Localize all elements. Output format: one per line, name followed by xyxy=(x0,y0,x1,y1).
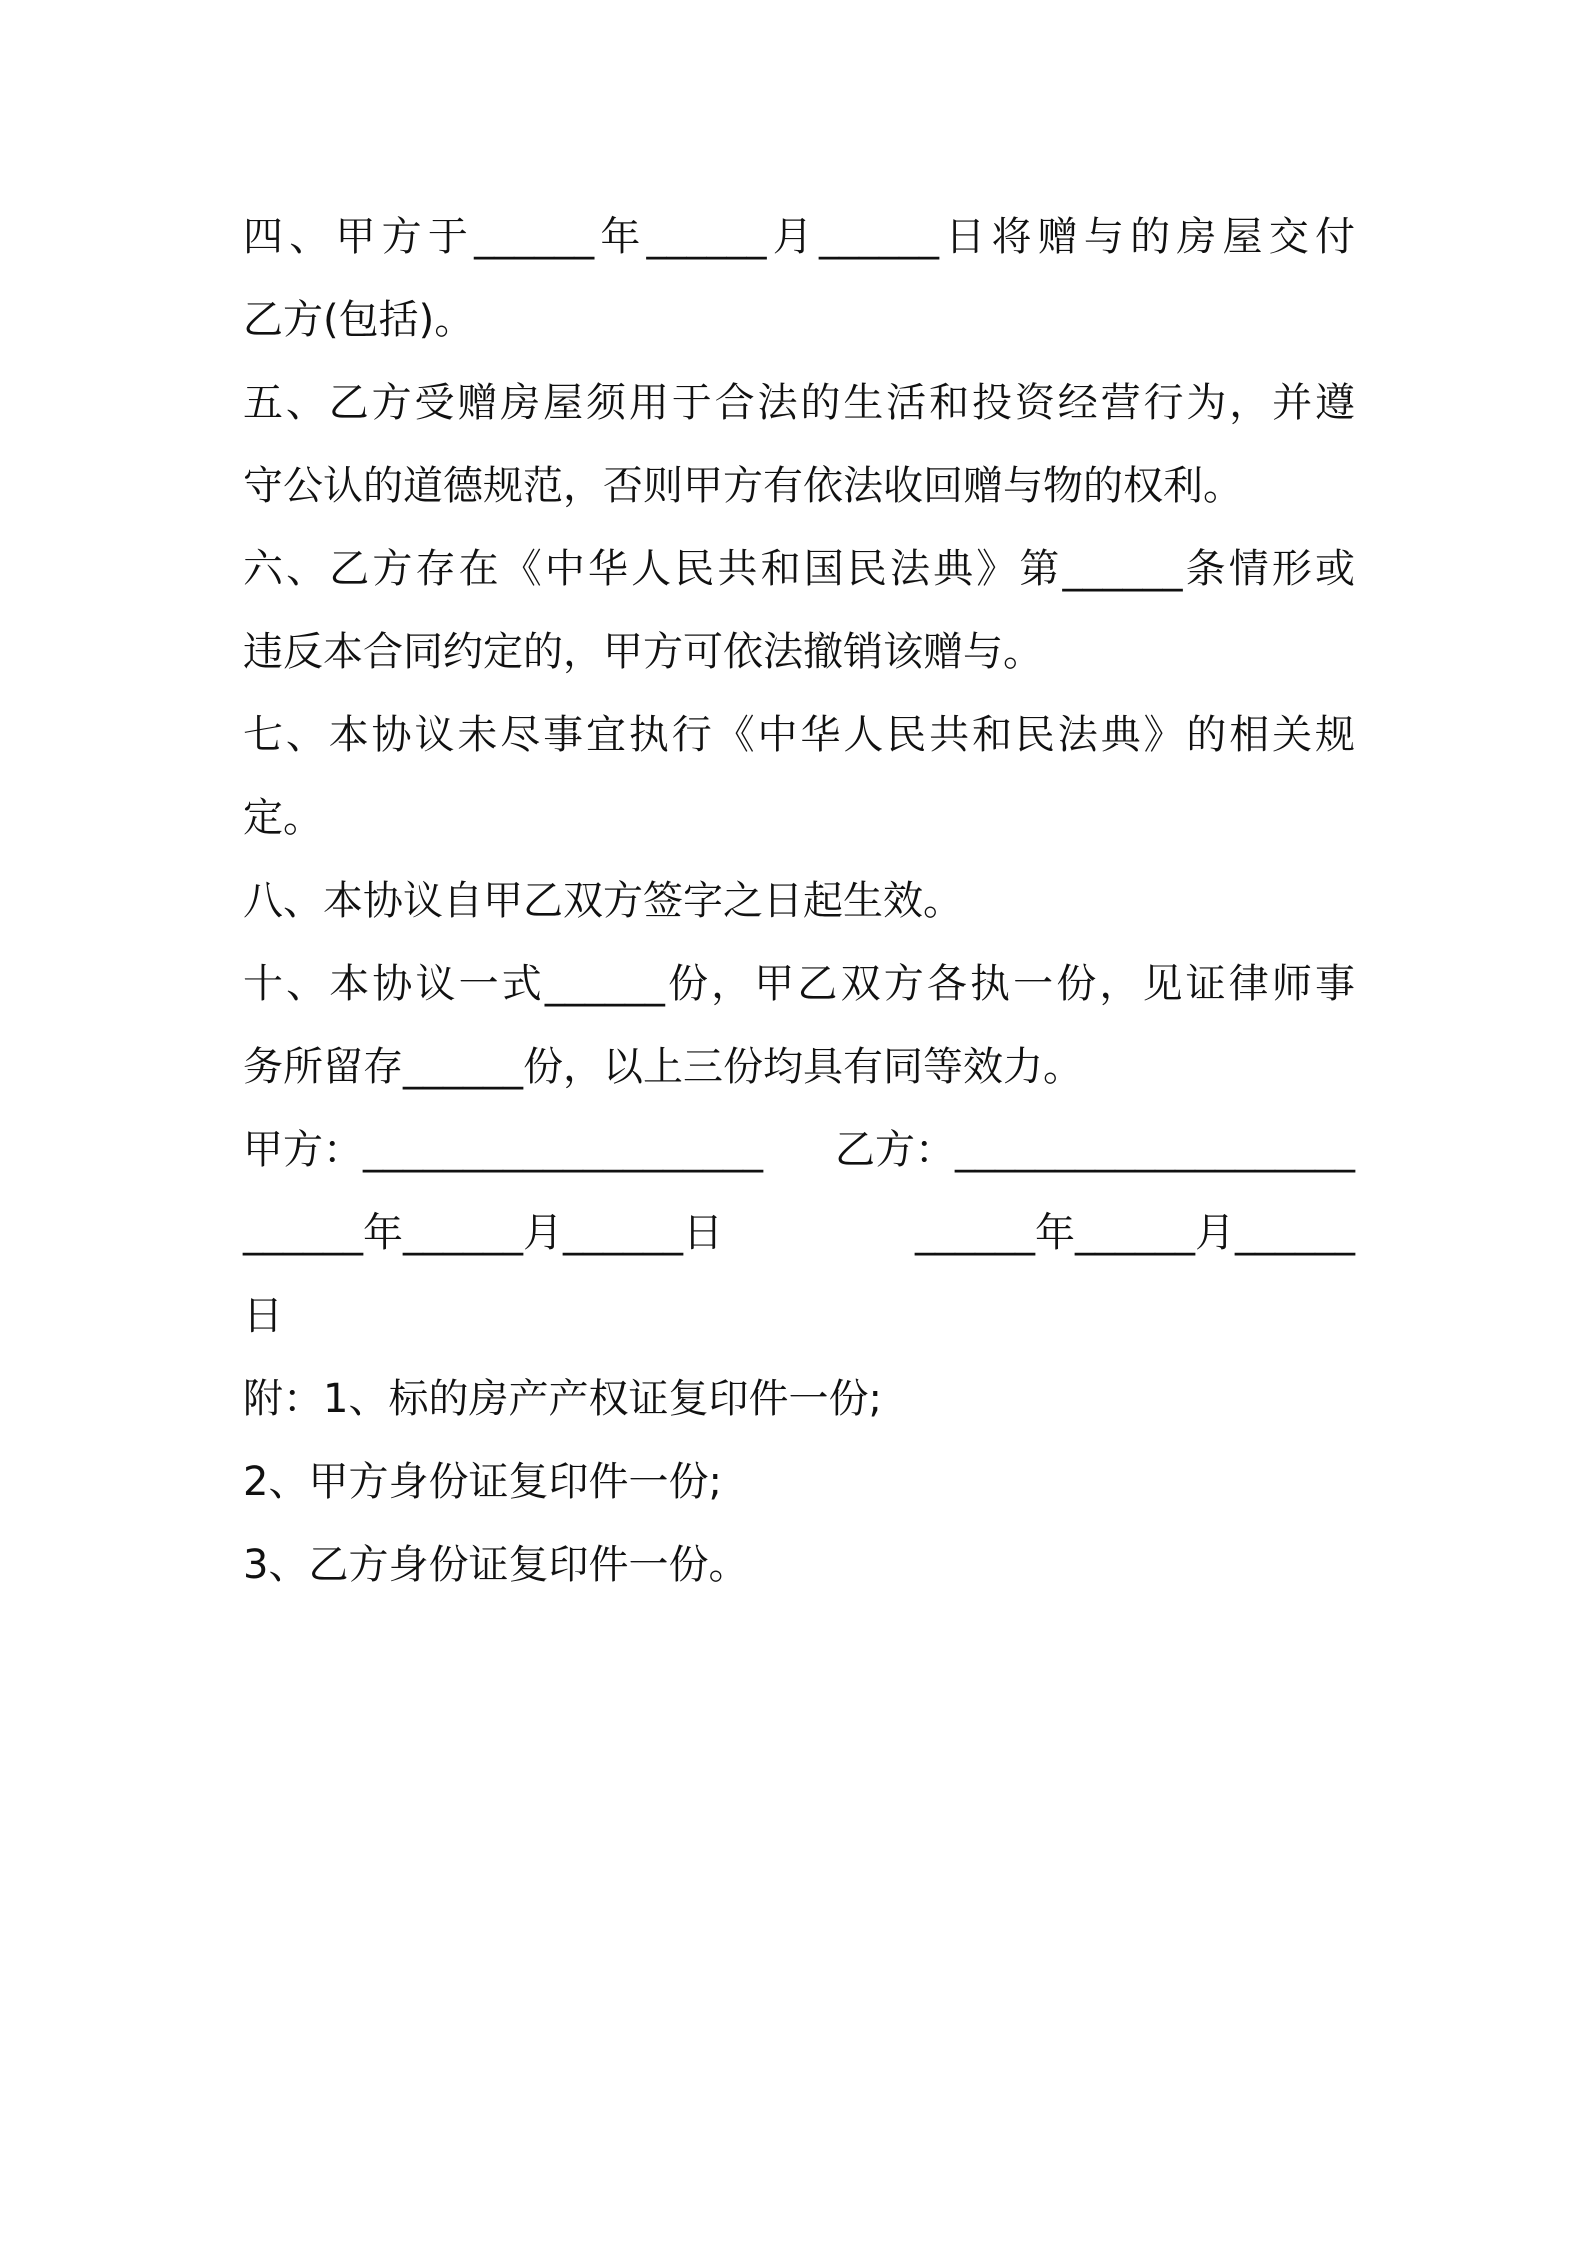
clause-line: 八、本协议自甲乙双方签字之日起生效。 xyxy=(243,878,963,924)
attachment-item-1: 附：1、标的房产产权证复印件一份; xyxy=(243,1376,882,1422)
clause-8 xyxy=(243,860,1355,943)
clause-6 xyxy=(243,528,1355,694)
clause-line: 定。 xyxy=(243,795,323,841)
clause-line: 违反本合同约定的，甲方可依法撤销该赠与。 xyxy=(243,629,1043,675)
clause-line: 乙方(包括)。 xyxy=(243,297,475,343)
clause-7 xyxy=(243,694,1355,860)
attachments xyxy=(243,1358,1355,1607)
party-a-date: ______年______月______日 xyxy=(243,1210,723,1256)
clause-line: 十、本协议一式______份，甲乙双方各执一份，见证律师事 xyxy=(243,961,1355,1007)
attachment-item-3: 3、乙方身份证复印件一份。 xyxy=(243,1542,749,1588)
party-b-signature: 乙方：____________________ xyxy=(835,1127,1355,1173)
party-b-date-tail: 日 xyxy=(243,1293,283,1339)
signature-block xyxy=(243,1109,1355,1358)
clause-10 xyxy=(243,943,1355,1109)
clause-line: 四、甲方于______年______月______日将赠与的房屋交付 xyxy=(243,214,1355,260)
party-a-signature: 甲方：____________________ xyxy=(243,1127,763,1173)
contract-body xyxy=(243,196,1355,1607)
clause-line: 六、乙方存在《中华人民共和国民法典》第______条情形或 xyxy=(243,546,1355,592)
clause-line: 务所留存______份，以上三份均具有同等效力。 xyxy=(243,1044,1083,1090)
party-b-date: ______年______月______ xyxy=(915,1210,1355,1256)
clause-4 xyxy=(243,196,1355,362)
signature-names-row xyxy=(243,1109,1355,1192)
clause-line: 守公认的道德规范，否则甲方有依法收回赠与物的权利。 xyxy=(243,463,1243,509)
attachment-item-2: 2、甲方身份证复印件一份; xyxy=(243,1459,722,1505)
signature-dates-row xyxy=(243,1192,1355,1275)
clause-5 xyxy=(243,362,1355,528)
clause-line: 五、乙方受赠房屋须用于合法的生活和投资经营行为，并遵 xyxy=(243,380,1355,426)
clause-line: 七、本协议未尽事宜执行《中华人民共和民法典》的相关规 xyxy=(243,712,1355,758)
